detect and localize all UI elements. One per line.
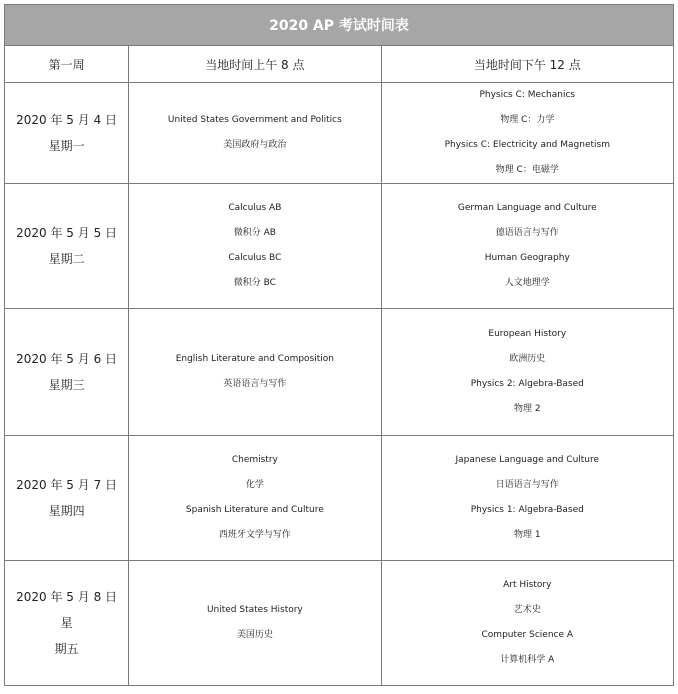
exam-name-cn: 物理 C：力学 <box>500 115 555 125</box>
exam-name-cn: 物理 C：电磁学 <box>495 165 559 175</box>
exam-name: United States Government and Politics <box>167 115 342 125</box>
date-text: 2020 年 5 月 7 日 <box>16 478 118 492</box>
exam-name: Physics 2: Algebra-Based <box>470 379 584 389</box>
exam-name: United States History <box>206 605 303 615</box>
header-afternoon: 当地时间下午 12 点 <box>381 46 673 83</box>
exam-name: Human Geography <box>484 253 570 263</box>
weekday-text: 星期一 <box>48 139 85 153</box>
exam-name: German Language and Culture <box>457 203 597 213</box>
afternoon-cell <box>381 561 673 686</box>
afternoon-cell <box>381 436 673 561</box>
exam-name: Spanish Literature and Culture <box>185 505 324 515</box>
exam-name-cn: 化学 <box>245 480 264 490</box>
exam-name-cn: 西班牙文学与写作 <box>218 530 291 540</box>
exam-name-cn: 美国政府与政治 <box>223 140 287 150</box>
date-text: 2020 年 5 月 6 日 <box>16 352 118 366</box>
afternoon-cell <box>381 184 673 309</box>
header-week: 第一周 <box>5 46 129 83</box>
date-text: 2020 年 5 月 4 日 <box>16 113 118 127</box>
date-cell <box>5 184 129 309</box>
table-row <box>5 184 674 309</box>
morning-cell <box>129 184 381 309</box>
weekday-text: 星期二 <box>48 252 85 266</box>
date-cell <box>5 83 129 184</box>
exam-name-cn: 计算机科学 A <box>500 655 555 665</box>
date-text: 2020 年 5 月 5 日 <box>16 226 118 240</box>
exam-name-cn: 艺术史 <box>513 605 541 615</box>
exam-name-cn: 物理 1 <box>513 530 541 540</box>
morning-cell <box>129 83 381 184</box>
morning-cell <box>129 309 381 436</box>
table-row <box>5 436 674 561</box>
exam-name: Calculus BC <box>228 253 282 263</box>
exam-name-cn: 英语语言与写作 <box>223 379 287 389</box>
table-row <box>5 561 674 686</box>
exam-name: Calculus AB <box>228 203 282 213</box>
header-morning: 当地时间上午 8 点 <box>129 46 381 83</box>
weekday-text: 期五 <box>54 642 79 656</box>
exam-name-cn: 日语语言与写作 <box>495 480 559 490</box>
date-text: 2020 年 5 月 8 日星 <box>16 590 118 630</box>
afternoon-cell <box>381 309 673 436</box>
afternoon-cell <box>381 83 673 184</box>
date-cell <box>5 309 129 436</box>
weekday-text: 星期四 <box>48 504 85 518</box>
morning-cell <box>129 561 381 686</box>
exam-name-cn: 物理 2 <box>513 404 541 414</box>
exam-name-cn: 人文地理学 <box>504 278 550 288</box>
exam-name: Physics 1: Algebra-Based <box>470 505 584 515</box>
exam-name: Physics C: Electricity and Magnetism <box>444 140 610 150</box>
exam-name: Japanese Language and Culture <box>455 455 600 465</box>
exam-name: Chemistry <box>231 455 278 465</box>
exam-name: Computer Science A <box>481 630 574 640</box>
title-row <box>5 5 674 46</box>
table-row <box>5 83 674 184</box>
weekday-text: 星期三 <box>48 378 85 392</box>
exam-name-cn: 微积分 BC <box>233 278 276 288</box>
header-row <box>5 46 674 83</box>
exam-name-cn: 欧洲历史 <box>509 354 546 364</box>
date-cell <box>5 561 129 686</box>
morning-cell <box>129 436 381 561</box>
exam-name: English Literature and Composition <box>175 354 334 364</box>
exam-name-cn: 微积分 AB <box>233 228 276 238</box>
schedule-container <box>4 4 674 690</box>
exam-name: European History <box>488 329 567 339</box>
exam-schedule-table <box>4 4 674 686</box>
table-title: 2020 AP 考试时间表 <box>5 5 674 46</box>
date-cell <box>5 436 129 561</box>
exam-name: Physics C: Mechanics <box>479 90 576 100</box>
table-row <box>5 309 674 436</box>
exam-name-cn: 德语语言与写作 <box>495 228 559 238</box>
exam-name: Art History <box>503 580 552 590</box>
exam-name-cn: 美国历史 <box>236 630 273 640</box>
